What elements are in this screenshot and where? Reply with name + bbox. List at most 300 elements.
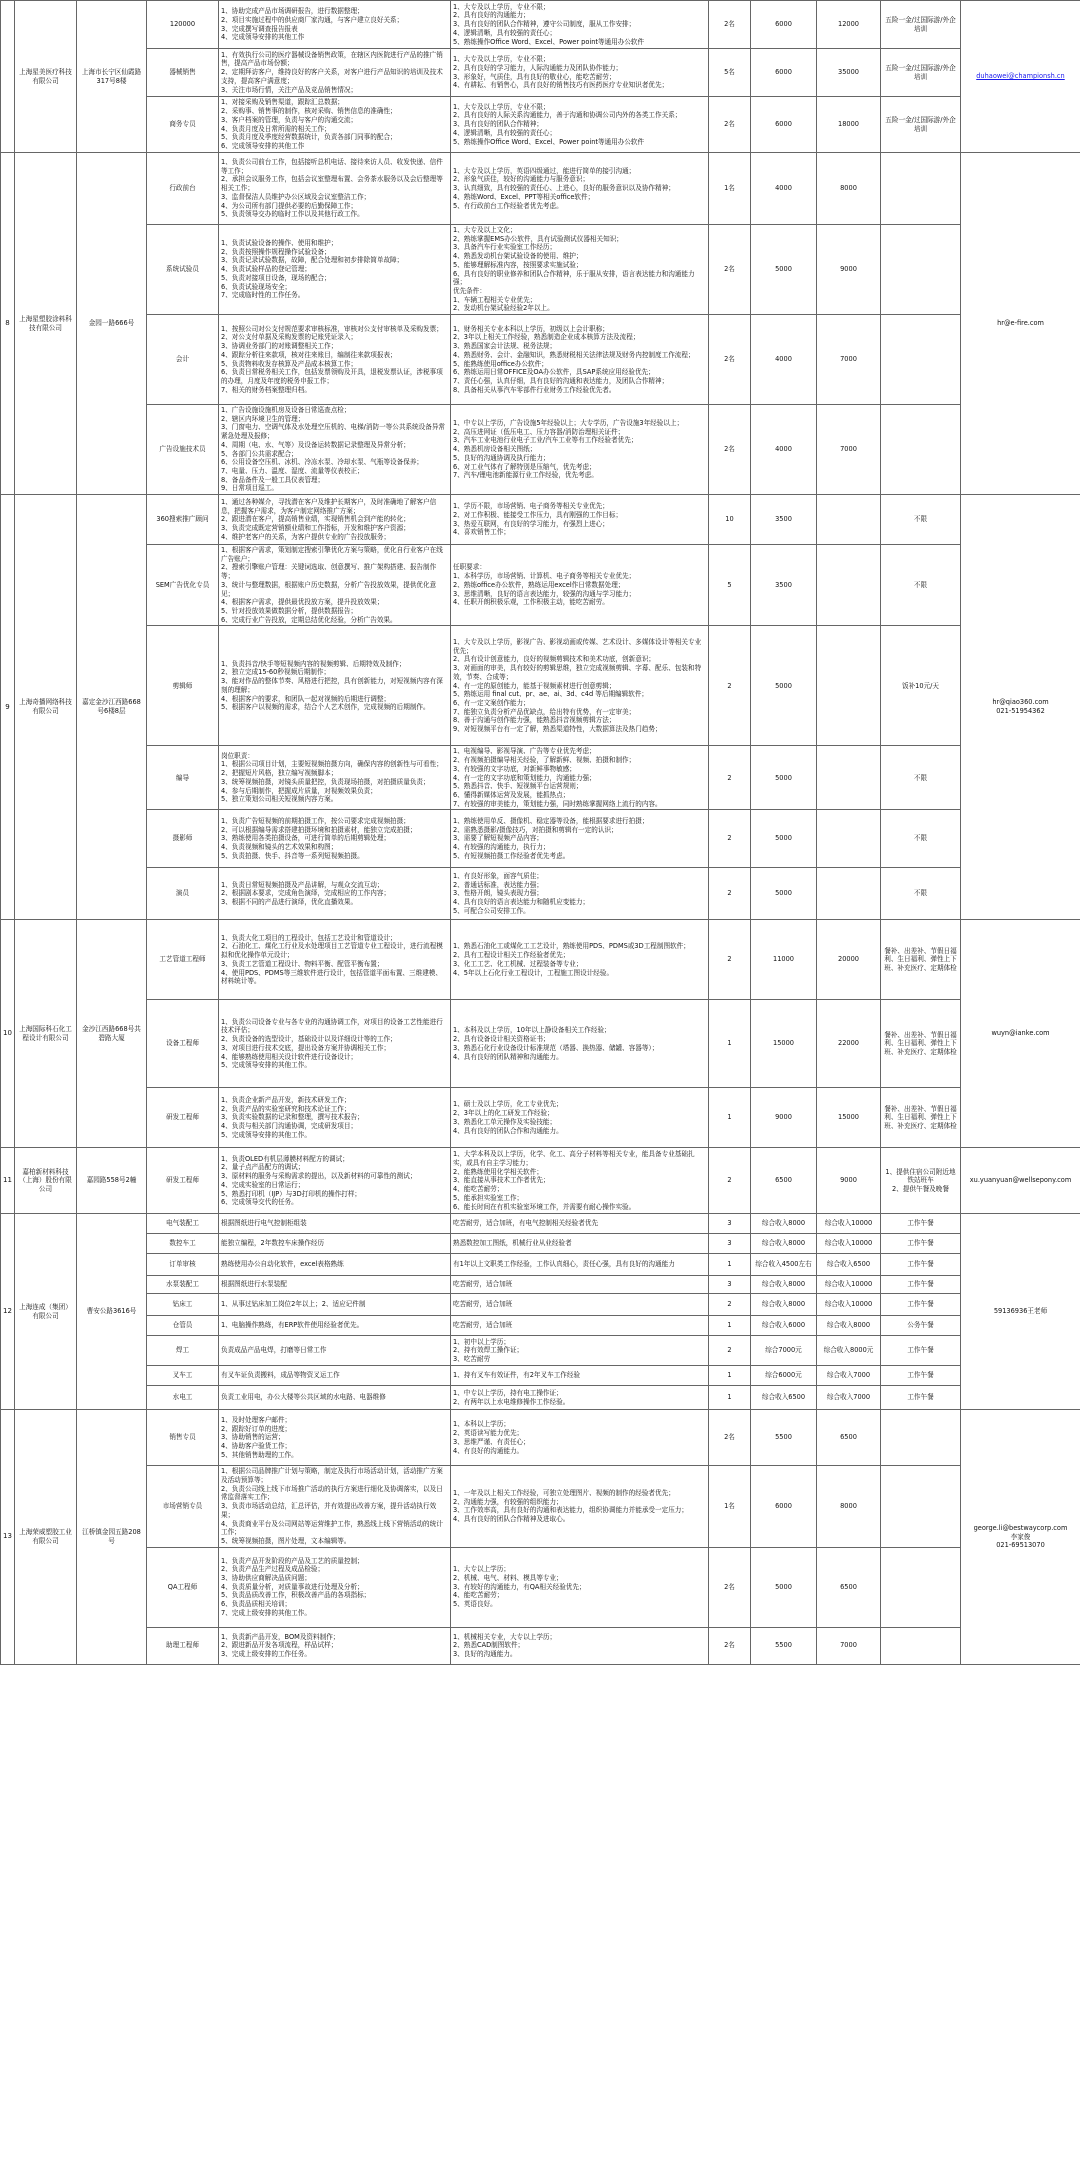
salary-max [817,1386,881,1410]
benefits [881,1316,961,1336]
contact-info [961,153,1080,495]
salary-min-text: 5500 [775,1641,792,1650]
company-name [15,920,77,1148]
company-name [15,1214,77,1410]
salary-max-text: 9000 [840,1176,857,1185]
job-duty [219,1316,451,1336]
salary-max [817,1627,881,1664]
salary-max [817,97,881,153]
job-duty-text: 1、负责公司前台工作，包括接听总机电话、接待来访人员、收发快递、信件等工作； 2、承担会议服务工作，包括会议室整理布置、会务茶水服务以及会后整理等相关工作； 3、监督保洁人员维护办公区域及会议室整洁工作； 4、为公司所有部门提供必要的后勤保障工作； 5、负责领导交办的临时工作以及其他行政工作。 [221,158,443,219]
salary-min-text: 5000 [775,265,792,274]
salary-min [751,1254,817,1276]
job-duty-text: 1、负责抖音/快手等短视频内容的视频剪辑、后期特效及制作； 2、独立完成15-60秒视频后期制作； 3、能对作品的整体节奏、风格进行把控，具有创新能力，对短视频内容有深刻的理解； 4、根据客户的要求，和团队一起对视频的后期进行调整； 5、根据客户以视频的需求，结合个人艺术创作，完成视频的后期制作。 [221,659,443,712]
job-title [147,1410,219,1466]
job-requirement [451,1466,709,1547]
benefits [881,405,961,495]
table-row [1,405,1080,495]
job-duty [219,626,451,746]
table-row [1,1,1080,49]
headcount-text: 1名 [724,1502,735,1511]
table-row [1,746,1080,810]
benefits [881,1276,961,1294]
job-title [147,225,219,315]
salary-max-text: 综合收入8000元 [823,1346,874,1355]
salary-max-text: 22000 [838,1039,859,1048]
company-address [77,495,147,920]
benefits [881,1000,961,1088]
job-requirement-text: 1、大专及以上学历，英语四级通过，能进行简单的接引沟通； 2、形象气质佳，较好的沟通能力与服务意识； 3、认真细致，具有较强的责任心、上进心，良好的服务意识以及协作精神； 4、熟练Word、Excel、PPT等相关office软件； 5、有行政前台工作经验者优先考虑。 [453,166,675,210]
contact-text: hr@qiao360.com 021-51954362 [992,698,1049,716]
contact-info [961,495,1080,920]
headcount [709,1466,751,1547]
benefits-text: 不限 [913,834,928,843]
job-title-text: SEM广告优化专员 [155,580,210,589]
benefits [881,1294,961,1316]
company-address [77,1148,147,1214]
table-row [1,315,1080,405]
salary-max-text: 6500 [840,1433,857,1442]
salary-min [751,1316,817,1336]
row-number [1,153,15,495]
benefits-text: 工作午餐 [907,1219,934,1228]
benefits-text: 餐补、出差补、节假日福利、生日福利、弹性上下班、补充医疗、定期体检 [884,1104,957,1131]
job-duty [219,1234,451,1254]
headcount [709,868,751,920]
job-duty [219,1254,451,1276]
job-duty [219,1336,451,1366]
company-address-text: 金沙江西路668号共碧路大厦 [82,1025,141,1042]
job-requirement-text: 1、持有叉车有效证件，有2年叉车工作经验 [453,1371,581,1380]
table-row [1,1336,1080,1366]
job-duty [219,153,451,225]
salary-min [751,1547,817,1627]
table-row [1,153,1080,225]
salary-min-text: 6000 [775,20,792,29]
headcount [709,1547,751,1627]
benefits [881,1547,961,1627]
job-requirement [451,1336,709,1366]
job-requirement [451,97,709,153]
job-requirement-text: 吃苦耐劳，适合加班 [453,1280,513,1289]
job-duty-text: 1、通过各种媒介，寻找潜在客户及维护长期客户，及时准确地了解客户信息，把握客户需求，为客户制定网络推广方案； 2、跟进潜在客户，提高销售业绩，实现销售机会到产能的转化； 3、负责完成既定营销额业绩和工作指标，开发和维护客户资源； 4、维护老客户的关系，为客户提供专业的广告投放服务； [221,497,437,541]
row-number-text: 13 [3,1532,12,1541]
headcount [709,1254,751,1276]
salary-min [751,746,817,810]
benefits [881,868,961,920]
job-duty [219,545,451,626]
salary-max-text: 18000 [838,120,859,129]
job-duty [219,1386,451,1410]
job-requirement [451,1547,709,1627]
job-duty-text: 1、负责试验设备的操作、使用和维护； 2、负责按照操作规程操作试验设备； 3、负责记录试验数据，故障，配合处理和初步排除简单故障； 4、负责试验样品的登记管理； 5、负责对接项目设备，现场的配合； 6、负责试验现场安全； 7、完成临时性的工作任务。 [221,239,404,300]
job-requirement-text: 1、大学本科及以上学历，化学、化工、高分子材料等相关专业，能具备专业基础扎实，或具有自主学习能力； 2、能熟练使用化学相关软件； 3、能直接从事技术工作者优先； 4、能吃苦耐劳； 5、能承担实验室工作； 6、能长时间在有机实验室环境工作，并需要有耐心操作实验。 [453,1150,695,1211]
headcount-text: 2 [727,773,732,782]
company-name [15,495,77,920]
headcount-text: 2名 [724,120,735,129]
job-duty [219,97,451,153]
salary-min [751,1336,817,1366]
salary-max [817,1000,881,1088]
job-duty-text: 1、负责日常短视频拍摄及产品讲解，与观众交流互动； 2、根据剧本要求，完成角色演绎，完成相应的工作内容； 3、根据不同的产品进行演绎，优化直播效果。 [221,880,391,907]
headcount [709,97,751,153]
table-row [1,868,1080,920]
company-name-text: 嘉柏新材料科技（上海）股份有限公司 [19,1167,72,1194]
benefits [881,315,961,405]
salary-min [751,495,817,545]
salary-min-text: 11000 [773,955,794,964]
salary-min [751,1214,817,1234]
job-duty [219,1000,451,1088]
job-requirement-text: 1、硕士及以上学历，化工专业优先； 2、3年以上的化工研发工作经验； 3、熟悉化工单元操作及实验技能； 4、具有良好的团队合作和沟通能力。 [453,1100,563,1135]
table-row [1,1316,1080,1336]
headcount [709,1000,751,1088]
headcount-text: 1名 [724,184,735,193]
headcount-text: 3 [727,1219,732,1228]
job-duty-text: 1、及时处理客户邮件； 2、跟踪好订单的进度； 3、协助销售的运营； 4、协助客户验货工作； 5、其他销售助理的工作。 [221,1416,298,1459]
job-title-text: 水电工 [172,1393,193,1402]
benefits [881,1366,961,1386]
headcount-text: 2 [727,1300,732,1309]
salary-max [817,1466,881,1547]
company-address-text: 嘉定金沙江西路668号6楼8层 [82,698,141,716]
job-requirement-text: 1、中专以上学历，广告设施5年经验以上；大专学历，广告设施3年经验以上； 2、高压进网证（低压电工、压力容器/消防治理相关证件； 3、汽车工业电池行业电子工业/汽车工业等有工作经验者优先； 4、熟悉机房设备相关图纸； 5、良好的沟通协调及执行能力； 6、对工业气体有了解特别是压缩气，优先考虑； 7、汽车/锂电池新能源行业工作经验，优先考虑。 [453,419,684,480]
job-duty-text: 负责工业用电，办公大楼等公共区域的水电路、电器维修 [221,1393,386,1402]
salary-min [751,1410,817,1466]
salary-min-text: 4000 [775,184,792,193]
salary-min [751,153,817,225]
job-title [147,1336,219,1366]
job-requirement-text: 吃苦耐劳，适合加班 [453,1321,513,1330]
job-requirement-text: 任职要求： 1、本科学历，市场营销、计算机、电子商务等相关专业优先； 2、熟练office办公软件，熟练运用excel作日常数据处理； 3、思维清晰，良好的语言表达能力，较强的沟通与学习能力； 4、任职开朗积极乐观，工作积极主动，能吃苦耐劳。 [453,563,636,607]
contact-text: xu.yuanyuan@wellsepony.com [969,1176,1072,1185]
salary-max-text: 7000 [840,355,857,364]
salary-max [817,1547,881,1627]
company-name-text: 上海奇播网络科技有限公司 [19,698,72,716]
headcount-text: 2 [727,889,732,898]
headcount-text: 2名 [724,1641,735,1650]
headcount [709,49,751,97]
salary-min [751,97,817,153]
headcount [709,1214,751,1234]
job-requirement-text: 1、大专及以上文化； 2、熟练掌握EMS办公软件，具有试验测试仪器相关知识； 3、具备汽车行业实验室工作经历； 4、熟悉发动机台架试验设备的使用、维护； 5、能够理解标准内容，按照要求实施试验； 6、具有良好的职业修养和团队合作精神，乐于服从安排，语言表达能力和沟通能力强； 优先条件： 1、车辆工程相关专业优先； 2、发动机台架试验经验2年以上。 [453,226,695,313]
job-duty-text: 1、从事过钻床加工岗位2年以上；2、适应记件制 [221,1300,366,1309]
salary-max [817,1088,881,1148]
job-requirement-text: 1、一年及以上相关工作经验，可独立处理图片、视频的制作的经验者优先； 2、沟通能力强，有较强的组织能力； 3、工作效率高，具有良好的沟通和表达能力，组织协调能力并能承受一定压力； 4、具有良好的团队合作精神及进取心。 [453,1489,688,1524]
benefits [881,920,961,1000]
salary-min [751,1386,817,1410]
job-title-text: 演员 [175,889,190,898]
benefits [881,97,961,153]
headcount [709,1386,751,1410]
company-name-text: 上海星美医疗科技有限公司 [19,67,72,85]
job-duty-text: 根据图纸进行水泵装配 [221,1280,287,1289]
salary-min-text: 4000 [775,355,792,364]
table-row [1,1234,1080,1254]
company-address-text: 曹安公路3616号 [86,1307,137,1316]
job-duty [219,1466,451,1547]
job-duty [219,1214,451,1234]
salary-min-text: 综合收入6500 [761,1393,806,1402]
table-row [1,1214,1080,1234]
headcount [709,1294,751,1316]
headcount-text: 2 [727,1346,732,1355]
job-duty-text: 负责成品产品电焊，打磨等日常工作 [221,1346,327,1355]
benefits-text: 工作午餐 [907,1300,934,1309]
row-number-text: 10 [3,1029,12,1038]
salary-max [817,626,881,746]
job-duty [219,810,451,868]
headcount-text: 2 [727,955,732,964]
salary-min [751,1,817,49]
job-requirement [451,1000,709,1088]
row-number-text: 8 [5,318,10,327]
job-title [147,1254,219,1276]
table-row [1,920,1080,1000]
benefits-text: 工作午餐 [907,1346,934,1355]
salary-max-text: 综合收入10000 [824,1300,873,1309]
headcount-text: 1 [727,1039,732,1048]
table-row [1,1088,1080,1148]
job-title-text: 销售专员 [169,1433,196,1442]
benefits [881,545,961,626]
benefits [881,495,961,545]
job-duty [219,1410,451,1466]
salary-min-text: 6000 [775,68,792,77]
job-title-text: QA工程师 [167,1582,198,1591]
job-title [147,49,219,97]
salary-min [751,1148,817,1214]
salary-max-text: 综合收入8000 [826,1321,871,1330]
salary-max [817,920,881,1000]
company-name [15,1148,77,1214]
job-title-text: 剪辑师 [172,681,193,690]
headcount-text: 3 [727,1280,732,1289]
benefits-text: 工作午餐 [907,1280,934,1289]
company-name [15,153,77,495]
job-duty [219,1547,451,1627]
job-requirement-text: 1、大专及以上学历，专业不限； 2、具有良好的沟通能力； 3、具有良好的团队合作精神，遵守公司制度，服从工作安排； 4、逻辑清晰，具有较强的责任心； 5、熟练操作Office Word、Excel、Power point等通用办公软件 [453,2,645,46]
headcount [709,1088,751,1148]
headcount-text: 1 [727,1113,732,1122]
headcount-text: 2名 [724,445,735,454]
benefits [881,1148,961,1214]
headcount [709,626,751,746]
job-requirement [451,1148,709,1214]
row-number-text: 11 [3,1176,12,1185]
headcount-text: 3 [727,1239,732,1248]
salary-max [817,1366,881,1386]
job-title-text: 研发工程师 [166,1113,199,1122]
job-requirement-text: 1、机械相关专业，大专以上学历； 2、熟悉CAD制图软件； 3、良好的沟通能力。 [453,1632,557,1658]
job-duty-text: 1、负责新产品开发，BOM及资料制作； 2、跟进新品开发各项流程，样品试样； 3、完成上级安排的工作任务。 [221,1632,340,1658]
company-address-text: 嘉园路558号2幢 [86,1176,137,1185]
job-duty [219,868,451,920]
salary-min-text: 5000 [775,773,792,782]
job-duty-text: 1、负责公司设备专业与各专业的沟通协调工作，对项目的设备工艺性能进行技术评估； 2、负责设备的选型设计，基础设计以及详细设计等的工作； 3、对项目进行技术交底，提出设备方案并协调相关工作； 4、能够熟练使用相关设计软件进行设备设计； 5、完成领导安排的其他工作。 [221,1017,443,1070]
company-address-text: 上海市长宁区仙霞路317号8楼 [81,67,142,85]
benefits [881,1386,961,1410]
salary-min-text: 6500 [775,1176,792,1185]
job-duty-text: 熟练使用办公自动化软件，excel表格熟练 [221,1260,344,1269]
benefits [881,1254,961,1276]
salary-max [817,1410,881,1466]
table-row [1,495,1080,545]
benefits [881,810,961,868]
job-requirement [451,868,709,920]
table-row [1,1547,1080,1627]
salary-max [817,1336,881,1366]
job-requirement [451,1088,709,1148]
job-title [147,810,219,868]
benefits-text: 不限 [913,889,928,898]
headcount [709,746,751,810]
job-requirement-text: 1、熟练使用单反、摄像机、稳定器等设备，能根据要求进行拍摄； 2、需熟悉摄影/摄像技巧，对拍摄和剪辑有一定的认识； 3、需要了解短视频产品内容； 4、有较强的沟通能力，执行力； 5、有短视频拍摄工作经验者优先考虑。 [453,817,649,860]
table-row [1,626,1080,746]
benefits [881,746,961,810]
job-requirement-text: 1、有良好形象，面容气质佳； 2、普通话标准，表达能力强； 3、性格开朗，镜头表现力强； 4、具有良好的语言表达能力和随机应变能力； 5、可配合公司安排工作。 [453,872,590,915]
table-row [1,1386,1080,1410]
job-duty-text: 1、电脑操作熟练，有ERP软件使用经验者优先。 [221,1321,364,1330]
salary-max [817,49,881,97]
job-title [147,1088,219,1148]
benefits-text: 五险一金/过国际游/外企培训 [885,115,956,133]
company-name-text: 上海星塑胶涂料科技有限公司 [19,314,72,332]
job-title-text: 摄影师 [172,834,193,843]
headcount-text: 2名 [724,265,735,274]
salary-max-text: 综合收入10000 [824,1239,873,1248]
benefits-text: 饭补10元/天 [902,681,939,690]
headcount [709,1336,751,1366]
headcount [709,920,751,1000]
headcount [709,1148,751,1214]
job-requirement-text: 1、学历不限，市场营销、电子商务等相关专业优先； 2、对工作积极、能接受工作压力，具有刚强的工作目标； 3、热爱互联网，有良好的学习能力，有强烈上进心； 4、喜欢销售工作； [453,502,623,537]
salary-max-text: 综合收入6500 [826,1260,871,1269]
job-requirement [451,405,709,495]
job-requirement-text: 1、本科及以上学历，10年以上静设备相关工作经验； 2、具有设备设计相关资格证书； 3、熟悉石化行业设备设计标准规范（塔器、换热器、储罐、容器等）； 4、具有良好的团队精神和沟通能力。 [453,1026,659,1061]
table-row [1,1466,1080,1547]
salary-min [751,49,817,97]
job-requirement [451,1316,709,1336]
table-row [1,225,1080,315]
job-title [147,1000,219,1088]
salary-min-text: 综合收入8000 [761,1239,806,1248]
salary-max [817,1316,881,1336]
headcount [709,1410,751,1466]
company-address [77,1,147,153]
benefits [881,153,961,225]
salary-min [751,626,817,746]
table-row [1,49,1080,97]
job-duty-text: 1、负责大化工项目的工程设计，包括工艺设计和管道设计； 2、石油化工、煤化工行业及水处理项目工艺管道专业工程设计，进行流程模拟和优化操作单元设计； 3、负责工艺管道工程设计、物料平衡、配管平衡布置； 4、使用PDS、PDMS等三维软件进行设计，包括管道平面布置、三维建模、材料统计等。 [221,933,443,986]
company-address [77,1214,147,1410]
salary-max [817,1214,881,1234]
job-title [147,746,219,810]
job-duty [219,405,451,495]
job-requirement [451,1214,709,1234]
job-requirement [451,1386,709,1410]
job-duty [219,1148,451,1214]
job-title-text: 焊工 [175,1346,190,1355]
headcount-text: 2名 [724,1433,735,1442]
job-duty [219,1366,451,1386]
job-requirement [451,1410,709,1466]
job-title-text: 水泵装配工 [166,1280,199,1289]
headcount [709,1366,751,1386]
salary-min-text: 综合6000元 [765,1371,802,1380]
job-duty-text: 1、负责OLED有机层薄膜材料配方的调试； 2、量子点产品配方的调试； 3、原材料的服务与采购需求的提出，以及新材料的可靠性的测试； 4、完成实验室的日常运行； 5、熟悉打印机（IJP）与3D打印机的操作打样； 6、完成领导交代的任务。 [221,1154,417,1207]
table-row [1,1000,1080,1088]
salary-max [817,1,881,49]
job-duty [219,495,451,545]
salary-max [817,225,881,315]
headcount-text: 1 [727,1321,732,1330]
job-title-text: 钻床工 [172,1300,193,1309]
contact-info [961,1,1080,153]
company-name [15,1410,77,1664]
benefits [881,49,961,97]
job-title-text: 360搜索推广顾问 [156,515,209,524]
contact-info [961,1214,1080,1410]
headcount [709,1234,751,1254]
benefits-text: 不限 [913,773,928,782]
row-number-text: 9 [5,702,10,711]
benefits [881,1336,961,1366]
headcount-text: 5名 [724,68,735,77]
headcount [709,315,751,405]
benefits-text: 工作午餐 [907,1260,934,1269]
job-duty-text: 1、对接采购及销售渠道，跟踪汇总数据； 2、采购事、销售事的制作，核对采购、销售信息的准确性； 3、客户档案的管理，负责与客户的沟通交流； 4、负责月度及日常所需的相关工作； 5、负责月度及季度经营数据统计，负责各部门同事的配合； 6、完成领导安排的其他工作 [221,98,397,150]
company-name-text: 上海国际科石化工程设计有限公司 [19,1025,72,1042]
benefits-text: 餐补、出差补、节假日福利、生日福利、弹性上下班、补充医疗、定期体检 [884,1030,957,1057]
salary-max [817,1148,881,1214]
benefits [881,1088,961,1148]
salary-min [751,1088,817,1148]
job-requirement [451,153,709,225]
job-duty-text: 1、根据公司品牌推广计划与策略，制定及执行市场活动计划，活动推广方案及活动预算等； 2、负责公司线上线下市场推广活动的执行方案进行细化及协调落实，以及日常监督落实工作； 3、负责市场活动总结，汇总评估，并有效提出改善方案，提升活动执行效果； 4、负责商业平台及公司网站等运营维护工作，熟悉线上线下营销活动的统计工作； 5、统筹视频拍摄，图片处理，文本编辑等。 [221,1467,443,1545]
contact-text: 59136936王老师 [993,1307,1048,1316]
salary-max [817,746,881,810]
job-title [147,1276,219,1294]
benefits [881,1410,961,1466]
salary-min [751,315,817,405]
benefits [881,1,961,49]
row-number-text: 12 [3,1307,12,1316]
benefits-text: 工作午餐 [907,1393,934,1402]
benefits [881,1466,961,1547]
benefits-text: 不限 [913,515,928,524]
headcount-text: 10 [725,515,734,524]
job-requirement [451,1627,709,1664]
table-body [1,1,1080,1665]
contact-text[interactable]: duhaowei@championsh.cn [976,72,1065,81]
salary-min [751,1294,817,1316]
benefits-text: 餐补、出差补、节假日福利、生日福利、弹性上下班、补充医疗、定期体检 [884,946,957,973]
company-address [77,1410,147,1664]
job-title [147,545,219,626]
job-title [147,1294,219,1316]
job-duty-text: 1、根据客户需求，策划制定搜索引擎优化方案与策略，优化自行业客户在线广告账户； 2、搜索引擎账户管理：关键词选取、创意撰写、推广架构搭建、报告制作等； 3、统计与整理数据，根据账户历史数据，分析广告投放效果，提供优化意见； 4、根据客户需求，提供最优投放方案，提升投放效果； 5、针对投放效果做数据分析，提供数据报告； 6、完成行业广告投放，定期总结优化经验，分析广告效果。 [221,546,443,624]
job-requirement-text: 熟悉数控加工图纸，机械行业从业经验者 [453,1239,572,1248]
job-requirement-text: 吃苦耐劳，适合加班 [453,1300,513,1309]
salary-min [751,405,817,495]
table-row [1,1294,1080,1316]
job-title-text: 编导 [175,773,190,782]
job-title [147,1466,219,1547]
table-row [1,97,1080,153]
table-row [1,1366,1080,1386]
salary-min-text: 6000 [775,1502,792,1511]
job-requirement [451,495,709,545]
